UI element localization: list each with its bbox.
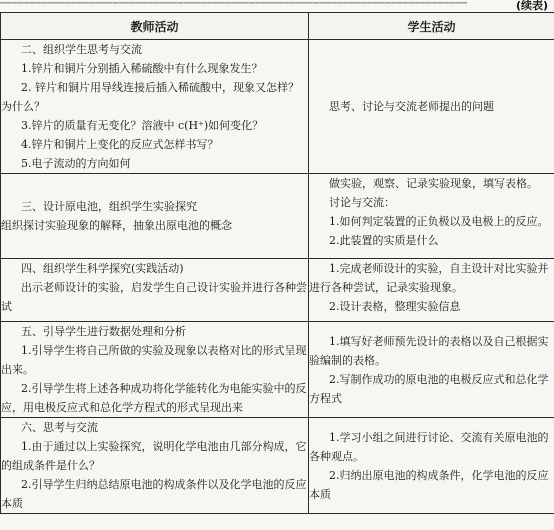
table-row [1,174,554,259]
teacher-line: 1.锌片和铜片分别插入稀硫酸中有什么现象发生？ [21,62,263,75]
teacher-line: 4.锌片和铜片上变化的反应式怎样书写？ [21,138,219,151]
lesson-activity-table [0,12,554,514]
teacher-cell [1,259,309,322]
student-cell [309,174,554,259]
section-title: 二、组织学生思考与交流 [21,43,142,56]
section-title: 三、设计原电池，组织学生实验探究 [21,200,197,213]
student-line: 思考、讨论与交流老师提出的问题 [329,100,494,113]
teacher-line: 5.电子流动的方向如何 [21,157,131,170]
teacher-line: 组织探讨实验现象的解释，抽象出原电池的概念 [1,219,232,232]
table-header-row [1,13,554,40]
section-title: 四、组织学生科学探究(实践活动) [21,262,184,275]
teacher-line: 3.锌片的质量有无变化？溶液中 c(H⁺)如何变化？ [21,119,264,132]
student-line: 讨论与交流： [329,196,395,209]
table-row [1,322,554,418]
table-row [1,259,554,322]
student-line: 1.填写好老师预先设计的表格以及自己根据实验编制的表格。 [309,334,549,367]
teacher-line: 2. 锌片和铜片用导线连接后插入稀硫酸中，现象又怎样？为什么？ [1,81,299,113]
continued-label: (续表) [512,0,548,12]
student-line: 做实验，观察、记录实验现象，填写表格。 [329,177,538,190]
student-line: 1.学习小组之间进行讨论、交流有关原电池的各种观点。 [309,430,549,463]
student-line: 2.此装置的实质是什么 [329,234,439,247]
section-title: 六、思考与交流 [21,421,98,434]
student-activity-header: 学生活动 [309,13,554,40]
teacher-line: 1.引导学生将自己所做的实验及现象以表格对比的形式呈现出来。 [1,344,307,376]
student-cell [309,259,554,322]
teacher-cell [1,418,309,514]
teacher-line: 2.引导学生将上述各种成功将化学能转化为电能实验中的反应，用电极反应式和总化学方程式的形式呈现出来 [1,382,307,414]
student-line: 1.如何判定装置的正负极以及电极上的反应。 [329,215,549,228]
teacher-cell [1,322,309,418]
student-line: 2.设计表格，整理实验信息 [329,300,461,313]
teacher-line: 1.由于通过以上实验探究，说明化学电池由几部分构成，它的组成条件是什么？ [1,440,307,472]
previous-page-bleed: ━━━━━━━━━━━━━━━━━━━━━━━━━━━━━━━━━━━━━━━━━━━━━━━━━━━━━━━━━━━━━━━━━━━━━━━━━━━━━━━ [0,0,468,9]
teacher-line: 2.引导学生归纳总结原电池的构成条件以及化学电池的反应本质 [1,478,307,510]
student-cell [309,40,554,174]
student-line: 2.写制作成功的原电池的电极反应式和总化学方程式 [309,372,549,405]
table-row [1,40,554,174]
student-cell [309,418,554,514]
teacher-activity-header: 教师活动 [1,13,309,40]
student-line: 1.完成老师设计的实验，自主设计对比实验并进行各种尝试，记录实验现象。 [309,262,549,294]
section-title: 五、引导学生进行数据处理和分析 [21,325,186,338]
teacher-cell [1,174,309,259]
student-line: 2.归纳出原电池的构成条件，化学电池的反应本质 [309,468,549,501]
teacher-line: 出示老师设计的实验，启发学生自己设计实验并进行各种尝试 [1,281,307,313]
student-cell [309,322,554,418]
table-row [1,418,554,514]
teacher-cell [1,40,309,174]
